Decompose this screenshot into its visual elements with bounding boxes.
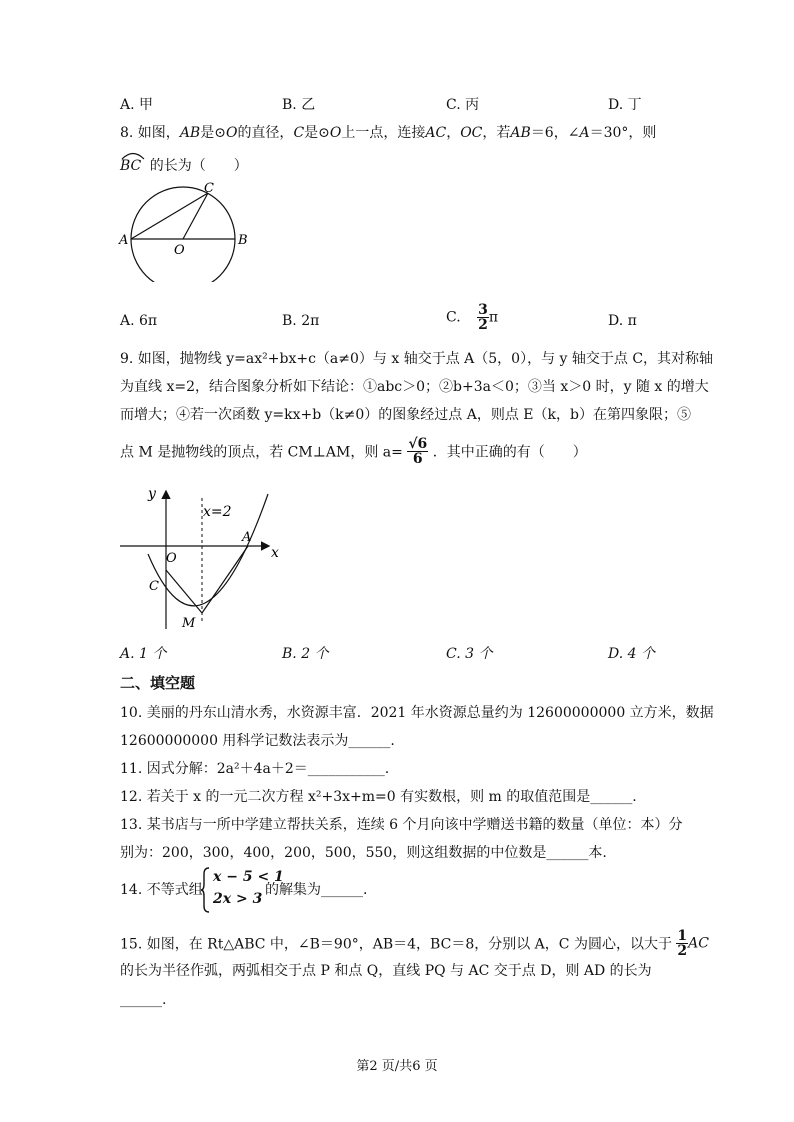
inequality-2: 2x > 3 bbox=[213, 891, 263, 907]
q8-option-b: B. 2π bbox=[282, 313, 320, 329]
q7-option-b: B. 乙 bbox=[282, 97, 316, 113]
label-a: A bbox=[242, 530, 252, 545]
segment-cm bbox=[166, 570, 202, 613]
q8-option-d: D. π bbox=[608, 313, 637, 329]
left-brace-icon bbox=[201, 866, 211, 914]
q9-parabola-figure bbox=[118, 484, 298, 634]
fraction-3-2: $\frac{3}{2}$ bbox=[478, 302, 488, 333]
q12: 12. 若关于 x 的一元二次方程 x²+3x+m=0 有实数根，则 m 的取值范围是______. bbox=[120, 789, 637, 805]
arc-bc-symbol: BC bbox=[120, 156, 141, 176]
q9-option-c: C. 3 个 bbox=[446, 646, 493, 662]
label-m: M bbox=[182, 616, 196, 631]
q8-stem-line2: BC 的长为（ ） bbox=[120, 156, 248, 176]
q15-line2: 的长为半径作弧，两弧相交于点 P 和点 Q，直线 PQ 与 AC 交于点 D，则 AD 的长为 bbox=[120, 963, 652, 979]
label-b: B bbox=[238, 233, 248, 248]
arc-mark-icon bbox=[120, 150, 146, 160]
circle-o bbox=[131, 187, 235, 282]
fraction-1-2: $\frac{1}{2}$ bbox=[677, 928, 688, 959]
q9-option-d: D. 4 个 bbox=[608, 646, 655, 662]
inequality-1: x − 5 < 1 bbox=[213, 869, 284, 885]
q9-option-a: A. 1 个 bbox=[120, 646, 167, 662]
q13-line2: 别为：200，300，400，200，500，550，则这组数据的中位数是______本. bbox=[120, 845, 607, 861]
label-y: y bbox=[148, 486, 156, 502]
q8-circle-figure bbox=[116, 182, 276, 282]
q10-line1: 10. 美丽的丹东山清水秀，水资源丰富．2021 年水资源总量约为 12600000000 立方米，数据 bbox=[120, 705, 714, 721]
q7-option-d: D. 丁 bbox=[608, 97, 642, 113]
q9-stem-line4: 点 M 是抛物线的顶点，若 CM⊥AM，则 a= $\frac{√6}{6}$ ．其中正确的有（ ） bbox=[120, 436, 587, 467]
q8-option-a: A. 6π bbox=[120, 313, 158, 329]
page-footer: 第2 页/共6 页 bbox=[356, 1059, 438, 1074]
label-o: O bbox=[174, 243, 185, 258]
label-x: x bbox=[271, 545, 279, 561]
q14-suffix: 的解集为______. bbox=[265, 882, 368, 898]
segment-am bbox=[202, 546, 248, 613]
q15-line3: ______. bbox=[120, 992, 167, 1008]
q15-line1: 15. 如图，在 Rt△ABC 中，∠B＝90°，AB＝4，BC＝8，分别以 A，C 为圆心，以大于 $\frac{1}{2}$ AC bbox=[120, 928, 709, 959]
chord-ac bbox=[131, 193, 208, 239]
q11: 11. 因式分解：2a²＋4a＋2＝___________. bbox=[120, 761, 390, 777]
q9-stem-line3: 而增大；④若一次函数 y=kx+b（k≠0）的图象经过点 A，则点 E（k，b）在第四象限；⑤ bbox=[120, 407, 691, 423]
label-c: C bbox=[149, 579, 159, 594]
q9-stem-line2: 为直线 x=2，结合图象分析如下结论：①abc＞0；②b+3a＜0；③当 x＞0 时，y 随 x 的增大 bbox=[120, 379, 709, 395]
q9-option-b: B. 2 个 bbox=[282, 646, 329, 662]
label-a: A bbox=[119, 233, 129, 248]
q9-stem-line1: 9. 如图，抛物线 y=ax²+bx+c（a≠0）与 x 轴交于点 A（5，0），与 y 轴交于点 C，其对称轴 bbox=[120, 351, 714, 367]
q8-option-c: C. $\frac{3}{2}$ π bbox=[446, 302, 499, 333]
fraction-root6-6: $\frac{√6}{6}$ bbox=[408, 436, 428, 467]
q8-stem-line1: 8. 如图，AB是⊙O的直径，C是⊙O上一点，连接AC，OC，若AB＝6，∠A＝30°，则 bbox=[120, 125, 657, 141]
q7-option-a: A. 甲 bbox=[120, 97, 154, 113]
label-o: O bbox=[166, 551, 177, 566]
label-c: C bbox=[204, 182, 214, 196]
section-fill-in-blank-title: 二、填空题 bbox=[120, 674, 196, 692]
q13-line1: 13. 某书店与一所中学建立帮扶关系，连续 6 个月向该中学赠送书籍的数量（单位：本）分 bbox=[120, 817, 683, 833]
q14-prefix: 14. 不等式组 bbox=[120, 882, 203, 898]
q7-option-c: C. 丙 bbox=[446, 97, 480, 113]
label-axis: x=2 bbox=[203, 504, 232, 520]
q10-line2: 12600000000 用科学记数法表示为______. bbox=[120, 733, 395, 749]
